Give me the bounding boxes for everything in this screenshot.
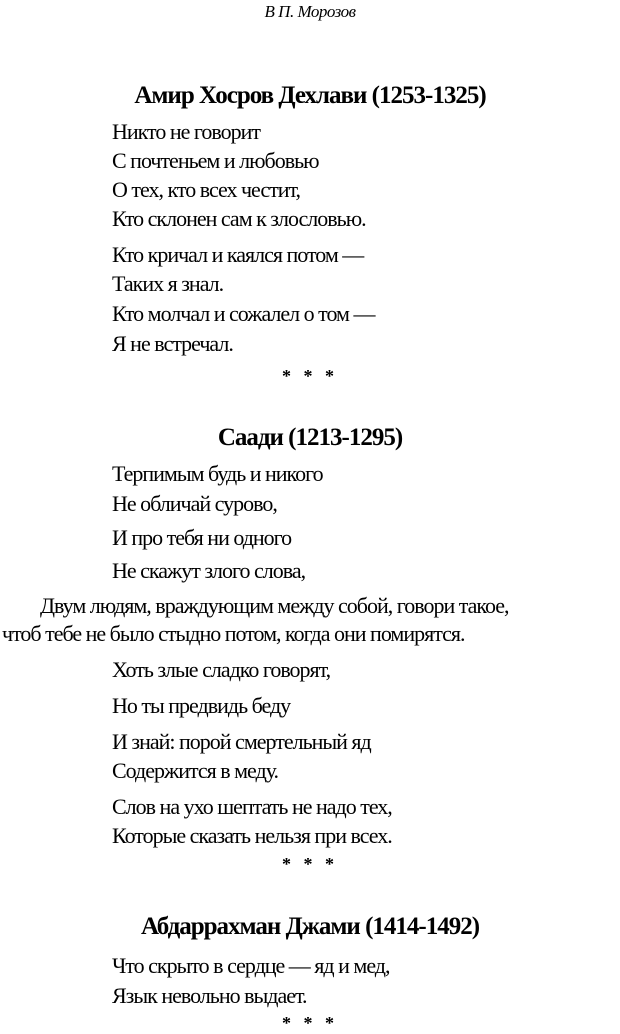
section-separator: * * * (282, 1013, 338, 1033)
verse-line: Кто молчал и сожалел о том — (112, 301, 375, 326)
prose-line: чтоб тебе не было стыдно потом, когда они помирятся. (2, 621, 465, 646)
verse-line: Никто не говорит (112, 119, 261, 144)
page-header: В П. Морозов (264, 2, 356, 21)
verse-line: Кто кричал и каялся потом — (112, 242, 364, 267)
poem-title: Амир Хосров Дехлави (1253-1325) (134, 82, 486, 109)
section-separator: * * * (282, 854, 338, 874)
poem-title: Абдаррахман Джами (1414-1492) (140, 913, 480, 940)
verse-line: И знай: порой смертельный яд (112, 729, 371, 754)
poem-title: Саади (1213-1295) (217, 424, 403, 451)
verse-line: Но ты предвидь беду (112, 693, 291, 718)
section-separator: * * * (282, 366, 338, 386)
verse-line: Я не встречал. (112, 331, 233, 356)
verse-line: Содержится в меду. (112, 758, 279, 783)
verse-line: Кто склонен сам к злословью. (112, 206, 366, 231)
verse-line: С почтеньем и любовью (112, 148, 319, 173)
verse-line: Не скажут злого слова, (112, 558, 306, 583)
verse-line: Терпимым будь и никого (112, 461, 323, 486)
verse-line: Язык невольно выдает. (112, 983, 307, 1008)
verse-line: Что скрыто в сердце — яд и мед, (112, 953, 390, 978)
verse-line: Хоть злые сладко говорят, (112, 657, 331, 682)
verse-line: Слов на ухо шептать не надо тех, (112, 794, 392, 819)
verse-line: Не обличай сурово, (112, 491, 277, 516)
verse-line: Которые сказать нельзя при всех. (112, 823, 392, 848)
verse-line: О тех, кто всех честит, (112, 177, 300, 202)
prose-line: Двум людям, враждующим между собой, говори такое, (40, 593, 509, 618)
verse-line: И про тебя ни одного (112, 525, 292, 550)
verse-line: Таких я знал. (112, 271, 224, 296)
